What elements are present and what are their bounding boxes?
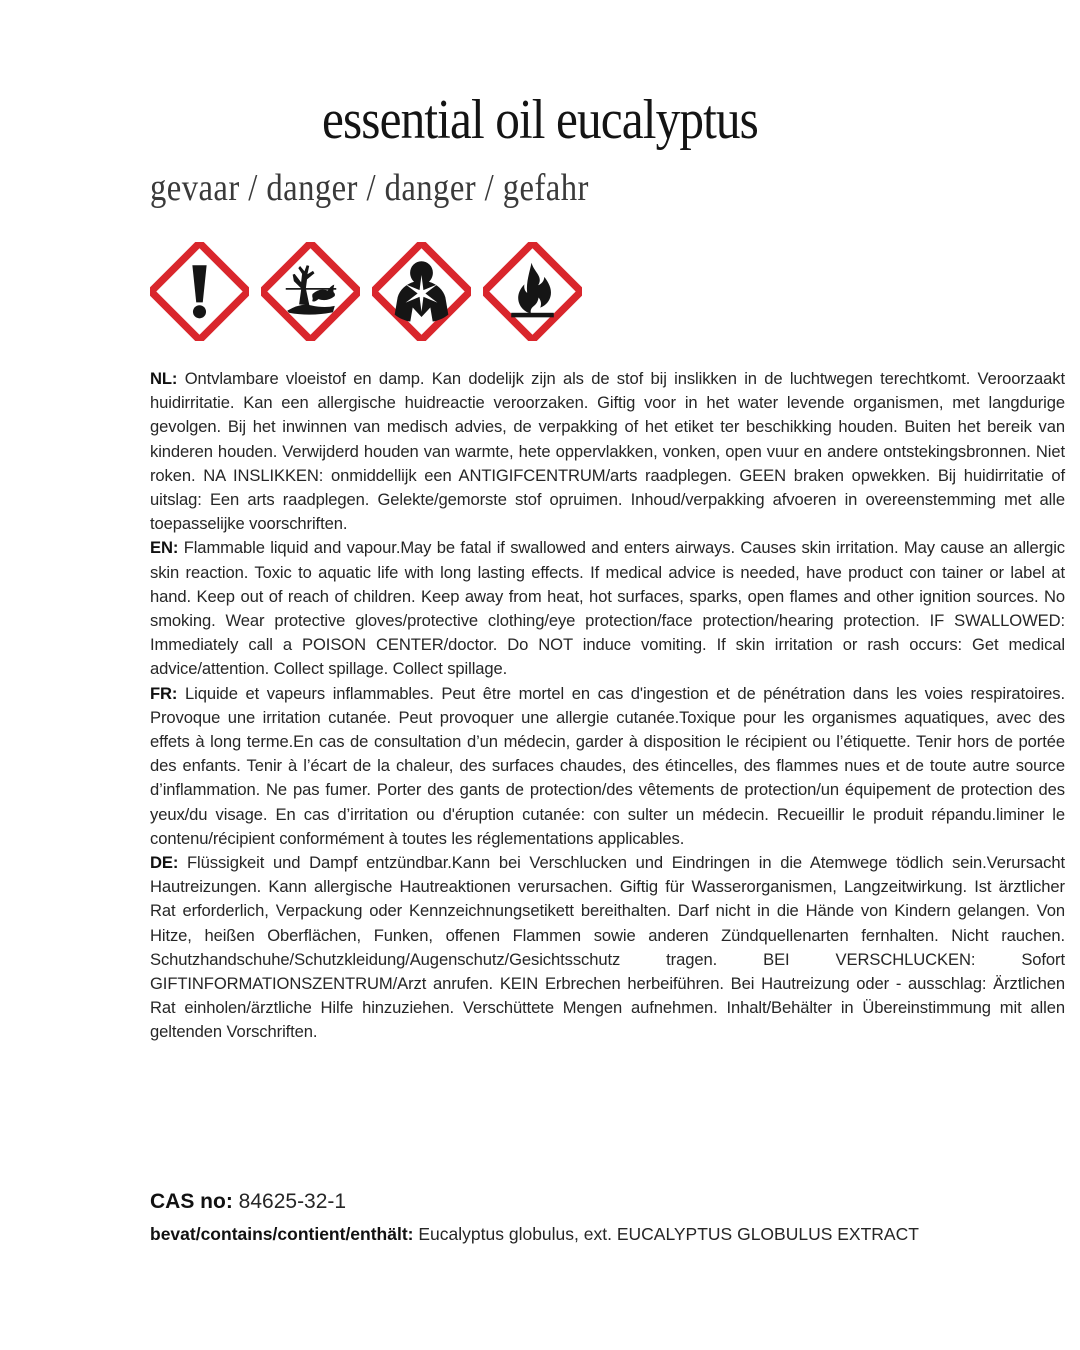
hazard-text-nl: Ontvlambare vloeistof en damp. Kan dodelijk zijn als de stof bij inslikken in de luchtwegen terechtkomt. Veroorzaakt huidirritatie. Kan een allergische huidreactie veroorzaken. Giftig voor in het water levende organismen, met langdurige gevolgen. Bij het inwinnen van medisch advies, de verpakking of het etiket ter beschikking houden. Buiten het bereik van kinderen houden. Verwijderd houden van warmte, hete oppervlakken, vonken, open vuur en andere ontstekingsbronnen. Niet roken. NA INSLIKKEN: onmiddellijk een ANTIGIFCENTRUM/arts raadplegen. GEEN braken opwekken. Bij huidirritatie of uitslag: Een arts raadplegen. Gelekte/gemorste stof opruimen. Inhoud/verpakking afvoeren in overeenstemming met alle toepasselijke voorschriften. <box>150 369 1065 534</box>
hazard-lang-label-en: EN: <box>150 538 179 558</box>
ghs-pictogram-row <box>150 242 582 341</box>
ghs-exclamation-mark-icon <box>150 242 249 341</box>
hazard-text-fr: Liquide et vapeurs inflammables. Peut être mortel en cas d'ingestion et de pénétration dans les voies respiratoires. Provoque une irritation cutanée. Peut provoquer une allergie cutanée.Toxique pour les organismes aquatiques, avec des effets à long terme.En cas de consultation d’un médecin, garder à disposition le récipient ou l’étiquette. Tenir hors de portée des enfants. Tenir à l’écart de la chaleur, des surfaces chaudes, des étincelles, des flammes nues et de toute autre source d’inflammation. Ne pas fumer. Porter des gants de protection/des vêtements de protection/un équipement de protection des yeux/du visage. En cas d’irritation ou d'éruption cutanée: con sulter un médecin. Recueillir le produit répandu.liminer le contenu/récipient conformément à toutes les réglementations applicables. <box>150 683 1065 848</box>
hazard-lang-label-nl: NL: <box>150 369 178 388</box>
ghs-flame-icon <box>483 242 582 341</box>
cas-value: 84625-32-1 <box>238 1190 347 1213</box>
ghs-environment-icon <box>261 242 360 341</box>
hazard-statements <box>150 367 1065 1045</box>
hazard-paragraph-nl <box>150 367 1065 536</box>
hazard-paragraph-en <box>150 536 1065 681</box>
signal-words: gevaar / danger / danger / gefahr <box>150 167 589 209</box>
hazard-lang-label-de: DE: <box>150 853 179 873</box>
contains-label: bevat/contains/contient/enthält: <box>150 1224 414 1244</box>
cas-number-line <box>150 1190 1065 1214</box>
footer <box>150 1190 1065 1245</box>
hazard-text-de: Flüssigkeit und Dampf entzündbar.Kann bei Verschlucken und Eindringen in die Atemwege tödlich sein.Verursacht Hautreizungen. Kann allergische Hautreaktionen verursachen. Giftig für Wasserorganismen, Langzeitwirkung. Ist ärztlicher Rat erforderlich, Verpackung oder Kennzeichnungsetikett bereithalten. Darf nicht in die Hände von Kindern gelangen. Von Hitze, heißen Oberflächen, Funken, offenen Flammen sowie anderen Zündquellenarten fernhalten. Nicht rauchen. Schutzhandschuhe/Schutzkleidung/Augenschutz/Gesichtsschutz tragen. BEI VERSCHLUCKEN: Sofort GIFTINFORMATIONSZENTRUM/Arzt anrufen. KEIN Erbrechen herbeiführen. Bei Hautreizung oder - ausschlag: Ärztlichen Rat einholen/ärztliche Hilfe hinzuziehen. Verschüttete Mengen aufnehmen. Inhalt/Behälter in Übereinstimmung mit allen geltenden Vorschriften. <box>150 853 1065 1042</box>
hazard-lang-label-fr: FR: <box>150 683 178 703</box>
page-title: essential oil eucalyptus <box>322 89 758 151</box>
contains-value: Eucalyptus globulus, ext. EUCALYPTUS GLOBULUS EXTRACT <box>418 1224 919 1244</box>
cas-label: CAS no: <box>150 1190 233 1213</box>
ghs-health-hazard-icon <box>372 242 471 341</box>
hazard-paragraph-fr <box>150 682 1065 851</box>
contains-line <box>150 1224 1065 1245</box>
hazard-text-en: Flammable liquid and vapour.May be fatal if swallowed and enters airways. Causes skin irritation. May cause an allergic skin reaction. Toxic to aquatic life with long lasting effects. If medical advice is needed, have product con tainer or label at hand. Keep out of reach of children. Keep away from heat, hot surfaces, sparks, open flames and other ignition sources. No smoking. Wear protective gloves/protective clothing/eye protection/face protection/hearing protection. IF SWALLOWED: Immediately call a POISON CENTER/doctor. Do NOT induce vomiting. If skin irritation or rash occurs: Get medical advice/attention. Collect spillage. Collect spillage. <box>150 538 1065 679</box>
hazard-paragraph-de <box>150 851 1065 1045</box>
